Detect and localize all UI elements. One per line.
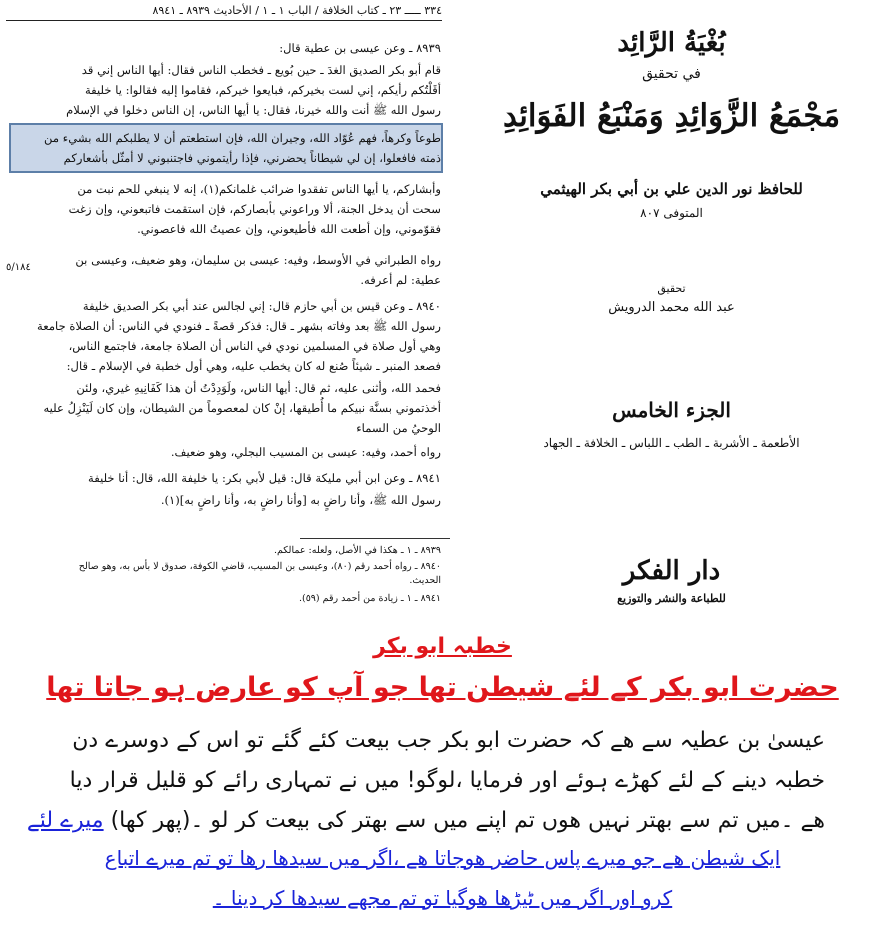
- text-line: وهي أول صلاة في المسلمين نودي في الناس أن الصلاة جامعة، فاجتمع الناس،: [68, 339, 441, 353]
- death-date: المتوفى ٨٠٧: [640, 206, 703, 220]
- text-line: رسول الله ﷺ بعد وفاته بشهر ـ قال: فذكر قصةً ـ فنودي في الناس: أن الصلاة جامعة: [37, 319, 441, 333]
- text-line: رواه أحمد، وفيه: عيسى بن المسيب البجلي، وهو ضعيف.: [170, 445, 441, 459]
- text-line: أخذتموني بسنَّة نبيكم ما أُطيقها، إنْ كان لمعصوماً من الشيطان، وإن كان لَيَنْزِلُ عليه: [43, 401, 441, 415]
- book-cover: [468, 0, 875, 618]
- urdu-commentary: [0, 620, 875, 934]
- urdu-link[interactable]: میرے لئے: [26, 808, 104, 833]
- series-title: بُغْيَةُ الرَّائِد: [617, 28, 726, 58]
- editor-label: تحقيق: [657, 282, 686, 295]
- urdu-text: ھے ۔میں تم سے بھتر نہیں ھوں تم اپنے میں سے بھتر کی بیعت کر لو ۔(پھر کھا): [110, 808, 825, 833]
- author-line: للحافظ نور الدين علي بن أبي بكر الهيثمي: [540, 180, 803, 198]
- main-title: مَجْمَعُ الزَّوَائِدِ وَمَنْبَعُ الفَوَائِدِ: [502, 98, 841, 134]
- text-line: ٨٩٤١ ـ وعن ابن أبي مليكة قال: قيل لأبي بكر: يا خليفة الله، قال: أنا خليفة: [87, 471, 441, 485]
- text-line: سحت أن يدخل الجنة، ألا وراعوني بأبصاركم، فإن استقمت فاتبعوني، وإن زغت: [68, 202, 441, 216]
- footnote: الحديث.: [409, 575, 441, 586]
- page-header: ٣٣٤ ـــــ ٢٣ ـ كتاب الخلافة / الباب ١ ـ ١ / الأحاديث ٨٩٣٩ ـ ٨٩٤١: [6, 4, 442, 21]
- text-line: عطية: لم أعرفه.: [360, 273, 441, 287]
- text-line: ٨٩٤٠ ـ وعن قيس بن أبي حازم قال: إني لجالس عند أبي بكر الصديق خليفة: [82, 299, 441, 313]
- footnote: ٨٩٤٠ ـ رواه أحمد رقم (٨٠)، وعيسى بن المسيب، قاضي الكوفة، صدوق لا بأس به، وهو صالح: [78, 561, 441, 572]
- text-line: رسول الله ﷺ أنت والله خيرنا، فقال: يا أيها الناس، إن الناس دخلوا في الإسلام: [66, 103, 441, 117]
- footnote-divider: [300, 538, 450, 539]
- urdu-link[interactable]: کرو اور اگر میں ٹیڑھا ھوگیا تو تم مجھے سیدھا کر دینا ۔: [212, 886, 673, 910]
- urdu-subheading: حضرت ابو بکر کے لئے شیطن تھا جو آپ کو عارض ہو جاتا تھا: [46, 672, 839, 703]
- text-line: أقَلْتُكم رأيكم، إني لست بخيركم، فبايعوا خيركم، فقاموا إليه فقالوا: يا خليفة: [84, 83, 441, 97]
- urdu-paragraph-line: [26, 808, 825, 833]
- text-line: رواه الطبراني في الأوسط، وفيه: عيسى بن سليمان، وهو ضعيف، وعيسى بن: [75, 253, 441, 267]
- text-line: فقوّموني، وإن أطعت الله فأطيعوني، وإن عصيتُ الله فاعصوني.: [137, 222, 441, 236]
- text-line: ٨٩٣٩ ـ وعن عيسى بن عطية قال:: [279, 41, 441, 55]
- footnote: ٨٩٤١ ـ ١ ـ زيادة من أحمد رقم (٥٩).: [298, 593, 441, 604]
- footnote: ٨٩٣٩ ـ ١ ـ هكذا في الأصل، ولعله: عمالكم.: [273, 545, 441, 556]
- urdu-link-line: [40, 846, 845, 870]
- volume-label: الجزء الخامس: [612, 398, 731, 422]
- title-preposition: في تحقيق: [642, 66, 701, 82]
- highlighted-line: طوعاً وكرهاً، فهم عُوّاد الله، وجيران الله، فإن استطعتم أن لا يطلبكم الله بشيء من: [44, 131, 441, 145]
- text-line: فصعد المنبر ـ شيئاً صُنع له كان يخطب عليه، وهي أول خطبة في الإسلام ـ قال:: [66, 359, 441, 373]
- publisher-logo: دار الفكر: [622, 556, 721, 586]
- urdu-link[interactable]: ایک شیطن ھے جو میرے پاس حاضر ھوجاتا ھے ،اگر میں سیدھا رھا تو تم میرے اتباع: [104, 846, 781, 870]
- publisher-subtitle: للطباعة والنشر والتوزيع: [617, 592, 726, 605]
- urdu-paragraph-line: خطبہ دینے کے لئے کھڑے ہوئے اور فرمایا ،لوگو! میں نے تمہاری رائے کو قلیل قرار دیا: [69, 768, 825, 793]
- margin-reference: ٥/١٨٤: [6, 262, 31, 273]
- text-line: وأبشاركم، يا أيها الناس تفقدوا ضرائب غلمانكم(١)، إنه لا ينبغي للحم نبت من: [77, 182, 441, 196]
- text-line: رسول الله ﷺ، وأنا راضٍ به [وأنا راضٍ به، وأنا راضٍ به](١).: [160, 493, 441, 507]
- urdu-paragraph-line: عیسیٰ بن عطیہ سے ھے کہ حضرت ابو بکر جب بیعت کئے گئے تو اس کے دوسرے دن: [72, 728, 825, 753]
- volume-topics: الأطعمة ـ الأشربة ـ الطب ـ اللباس ـ الخلافة ـ الجهاد: [543, 436, 800, 450]
- text-line: فحمد الله، وأثنى عليه، ثم قال: أيها الناس، ولَوَدِدْتُ أن هذا كَفَانِيهِ غيري، ولئن: [76, 381, 441, 395]
- scanned-book-page: [0, 0, 455, 618]
- editor-name: عبد الله محمد الدرويش: [608, 300, 735, 315]
- urdu-link-line: [40, 886, 845, 910]
- highlighted-line: ذمته فافعلوا، إن لي شيطاناً يحضرني، فإذا رأيتموني فاجتنبوني لا أمثّل بأشعاركم: [63, 151, 441, 165]
- text-line: الوحيُ من السماء: [356, 421, 441, 435]
- urdu-heading: خطبہ ابو بکر: [373, 634, 512, 659]
- text-line: قام أبو بكر الصديق الغدَ ـ حين بُويع ـ فخطب الناس فقال: أيها الناس إني قد: [81, 63, 441, 77]
